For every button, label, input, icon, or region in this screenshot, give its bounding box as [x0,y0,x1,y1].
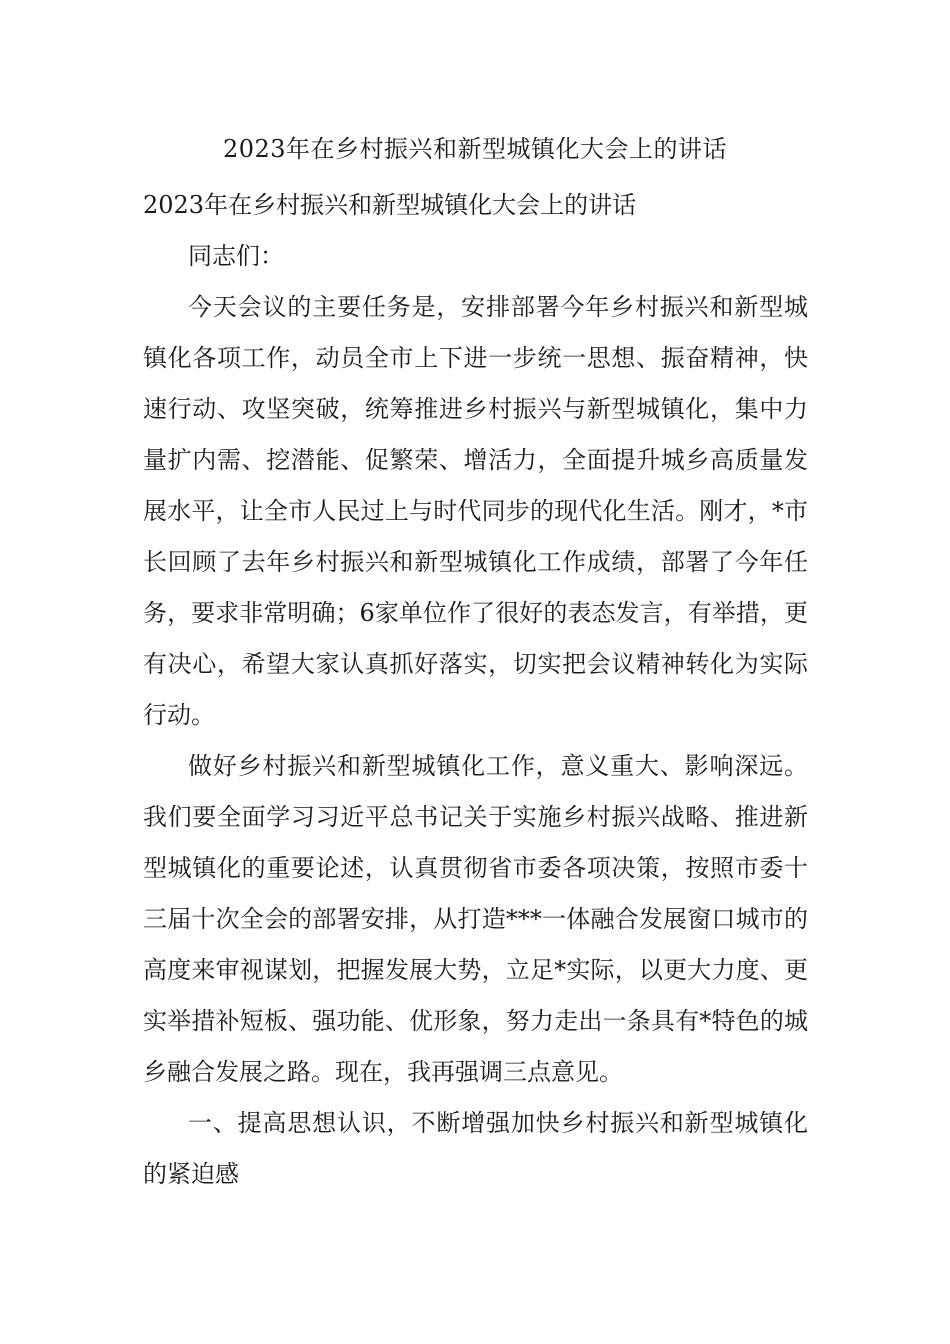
document-subtitle: 2023年在乡村振兴和新型城镇化大会上的讲话 [143,191,637,219]
document-body [143,180,808,1200]
section-heading-1: 一、提高思想认识，不断增强加快乡村振兴和新型城镇化的紧迫感 [143,1109,808,1188]
document-title: 2023年在乡村振兴和新型城镇化大会上的讲话 [222,135,728,163]
paragraph-1: 今天会议的主要任务是，安排部署今年乡村振兴和新型城镇化各项工作，动员全市上下进一步统一思想、振奋精神，快速行动、攻坚突破，统筹推进乡村振兴与新型城镇化，集中力量扩内需、挖潜能、促繁荣、增活力，全面提升城乡高质量发展水平，让全市人民过上与时代同步的现代化生活。刚才，*市长回顾了去年乡村振兴和新型城镇化工作成绩，部署了今年任务，要求非常明确；6家单位作了很好的表态发言，有举措，更有决心，希望大家认真抓好落实，切实把会议精神转化为实际行动。 [143,293,808,729]
salutation: 同志们： [188,242,284,270]
paragraph-2: 做好乡村振兴和新型城镇化工作，意义重大、影响深远。我们要全面学习习近平总书记关于实施乡村振兴战略、推进新型城镇化的重要论述，认真贯彻省市委各项决策，按照市委十三届十次全会的部署安排，从打造***一体融合发展窗口城市的高度来审视谋划，把握发展大势，立足*实际，以更大力度、更实举措补短板、强功能、优形象，努力走出一条具有*特色的城乡融合发展之路。现在，我再强调三点意见。 [143,752,808,1086]
